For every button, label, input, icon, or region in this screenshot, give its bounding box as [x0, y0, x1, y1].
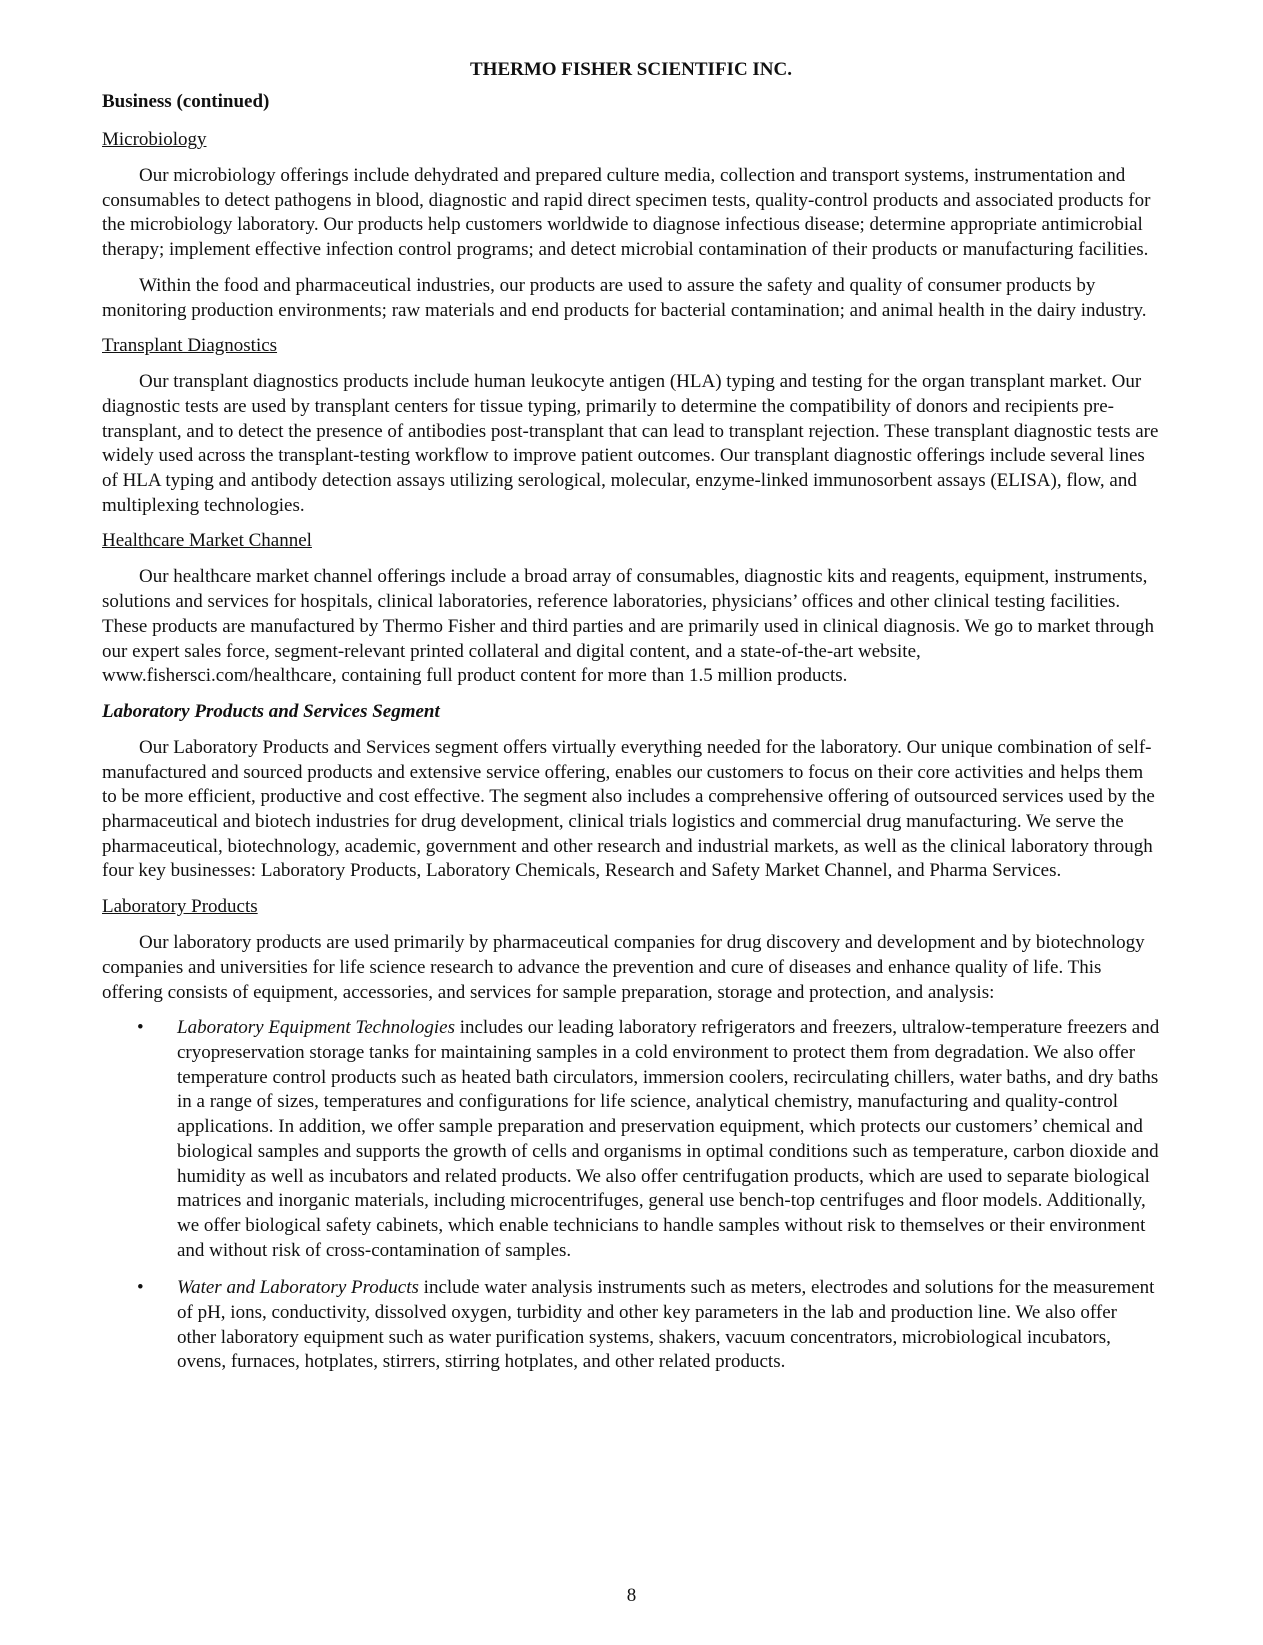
bullet-marker: • [137, 1017, 144, 1039]
section-title: Business (continued) [102, 91, 270, 112]
microbiology-paragraph-2: Within the food and pharmaceutical industries, our products are used to assure the safety and quality of consumer products by monitoring production environments; raw materials and end products for bacterial contamination; and animal health in the dairy industry. [102, 274, 1147, 321]
bullet-item-water-lab-products [102, 1276, 1160, 1375]
lab-products-services-segment-paragraph: Our Laboratory Products and Services segment offers virtually everything needed for the laboratory. Our unique combination of self-manufactured and sourced products and extensive service offering, enables our customers to focus on their core activities and helps them to be more efficient, productive and cost effective. The segment also includes a comprehensive offering of outsourced services used by the pharmaceutical and biotech industries for drug development, clinical trials logistics and commercial drug manufacturing. We serve the pharmaceutical, biotechnology, academic, government and other research and industrial markets, as well as the clinical laboratory through four key businesses: Laboratory Products, Laboratory Chemicals, Research and Safety Market Channel, and Pharma Services. [102, 736, 1155, 882]
bullet-text: include water analysis instruments such as meters, electrodes and solutions for the measurement of pH, ions, conductivity, dissolved oxygen, turbidity and other key parameters in the lab and production line. We also offer other laboratory equipment such as water purification systems, shakers, vacuum concentrators, microbiological incubators, ovens, furnaces, hotplates, stirrers, stirring hotplates, and other related products. [177, 1277, 1155, 1373]
page-number: 8 [626, 1585, 637, 1606]
transplant-diagnostics-paragraph: Our transplant diagnostics products include human leukocyte antigen (HLA) typing and testing for the organ transplant market. Our diagnostic tests are used by transplant centers for tissue typing, primarily to determine the compatibility of donors and recipients pre-transplant, and to detect the presence of antibodies post-transplant that can lead to transplant rejection. These transplant diagnostic tests are widely used across the transplant-testing workflow to improve patient outcomes. Our transplant diagnostic offerings include several lines of HLA typing and antibody detection assays utilizing serological, molecular, enzyme-linked immunosorbent assays (ELISA), flow, and multiplexing technologies. [102, 371, 1159, 516]
laboratory-products-paragraph: Our laboratory products are used primarily by pharmaceutical companies for drug discovery and development and by biotechnology companies and universities for life science research to advance the prevention and cure of diseases and enhance quality of life. This offering consists of equipment, accessories, and services for sample preparation, storage and protection, and analysis: [102, 932, 1145, 1003]
microbiology-paragraph-1: Our microbiology offerings include dehydrated and prepared culture media, collection and transport systems, instrumentation and consumables to detect pathogens in blood, diagnostic and rapid direct specimen tests, quality-control products and associated products for the microbiology laboratory. Our products help customers worldwide to diagnose infectious disease; determine appropriate antimicrobial therapy; implement effective infection control programs; and detect microbial contamination of their products or manufacturing facilities. [102, 165, 1151, 261]
document-page [102, 58, 1160, 1388]
bullet-text: includes our leading laboratory refrigerators and freezers, ultralow-temperature freezers and cryopreservation storage tanks for maintaining samples in a cold environment to protect them from degradation. We also offer temperature control products such as heated bath circulators, immersion coolers, recirculating chillers, water baths, and dry baths in a range of sizes, temperatures and configurations for life science, analytical chemistry, manufacturing and quality-control applications. In addition, we offer sample preparation and preservation equipment, which protects our customers’ chemical and biological samples and supports the growth of cells and organisms in optimal conditions such as temperature, carbon dioxide and humidity as well as incubators and related products. We also offer centrifugation products, which are used to separate biological matrices and inorganic materials, including microcentrifuges, general use bench-top centrifuges and floor models. Additionally, we offer biological safety cabinets, which enable technicians to handle samples without risk to themselves or their environment and without risk of cross-contamination of samples. [177, 1017, 1160, 1261]
company-name: THERMO FISHER SCIENTIFIC INC. [470, 59, 792, 80]
bullet-item-lab-equipment [102, 1016, 1160, 1263]
laboratory-products-bullet-list [102, 1016, 1160, 1375]
bullet-term: Water and Laboratory Products [177, 1277, 419, 1299]
healthcare-market-channel-paragraph: Our healthcare market channel offerings include a broad array of consumables, diagnostic kits and reagents, equipment, instruments, solutions and services for hospitals, clinical laboratories, reference laboratories, physicians’ offices and other clinical testing facilities. These products are manufactured by Thermo Fisher and third parties and are primarily used in clinical diagnosis. We go to market through our expert sales force, segment-relevant printed collateral and digital content, and a state-of-the-art website, www.fishersci.com/healthcare, containing full product content for more than 1.5 million products. [102, 566, 1154, 687]
transplant-diagnostics-heading: Transplant Diagnostics [102, 335, 278, 357]
laboratory-products-heading: Laboratory Products [102, 896, 258, 918]
bullet-term: Laboratory Equipment Technologies [177, 1017, 455, 1039]
healthcare-market-channel-heading: Healthcare Market Channel [102, 530, 312, 552]
bullet-marker: • [137, 1277, 144, 1299]
lab-products-services-segment-heading: Laboratory Products and Services Segment [102, 700, 440, 722]
microbiology-heading: Microbiology [102, 129, 207, 150]
